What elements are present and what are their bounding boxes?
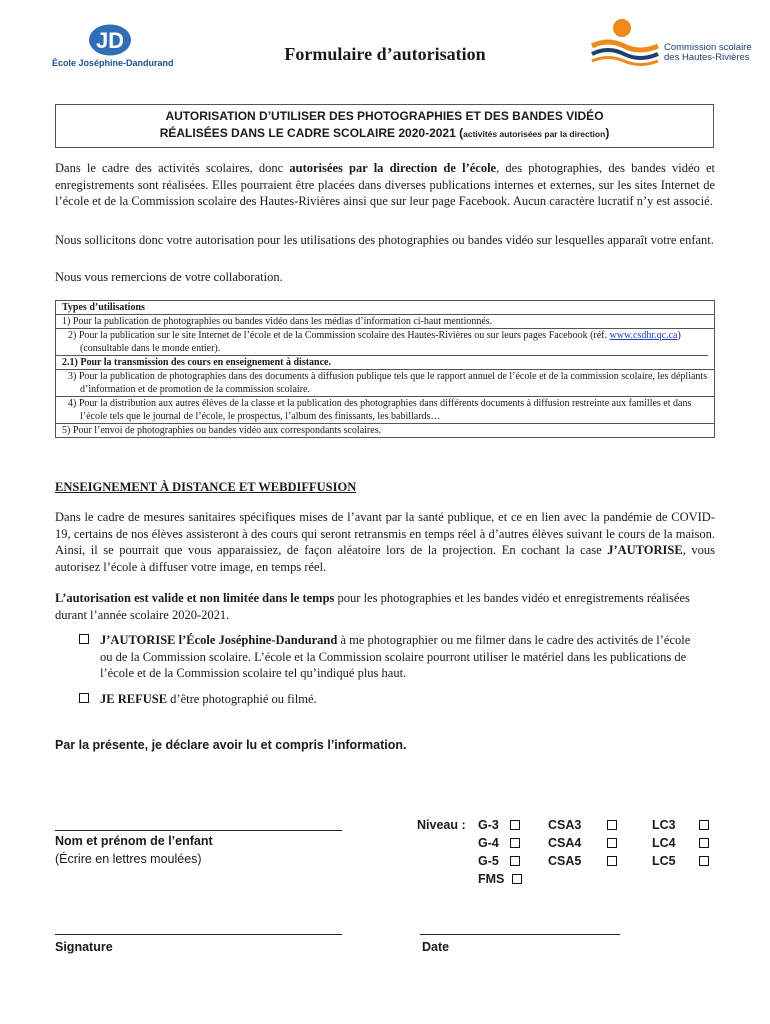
date-line[interactable] (420, 934, 620, 935)
level-checkbox[interactable] (607, 820, 617, 830)
commission-logo-text: Commission scolaire des Hautes-Rivières (664, 42, 752, 63)
table-row: 1) Pour la publication de photographies ou bandes vidéo dans les médias d’information ci-haut mentionnés. (56, 315, 715, 329)
table-row: 4) Pour la distribution aux autres élèves de la classe et la publication des photographies dans différents documents à diffusion restreinte aux familles et dans l’école tels que le journal de l’école, le prospectus, l’album des finissants, les babillards… (56, 397, 715, 424)
request-paragraph: Nous sollicitons donc votre autorisation pour les utilisations des photographies ou bandes vidéo sur lesquelles apparaît votre enfant. (55, 233, 714, 247)
child-name-line[interactable] (55, 830, 342, 831)
date-label: Date (422, 940, 450, 954)
table-header: Types d’utilisations (56, 301, 715, 315)
level-checkbox[interactable] (699, 856, 709, 866)
distance-paragraph: Dans le cadre de mesures sanitaires spécifiques mises de l’avant par la santé publique, et ce en lien avec la pandémie de COVID-19, certains de nos élèves assisteront à des cours qui seront retransmis en temps réel à d’autres élèves suivant le cours de la maison. Ainsi, il se pourrait que vous apparaissiez, de façon aléatoire lors de la projection. En cochant la case J’AUTORISE, vous autorisez l’école à diffuser votre image, en temps réel. (55, 510, 715, 574)
level-option: FMS (478, 870, 522, 888)
niveau-label: Niveau : (417, 818, 466, 832)
level-checkbox[interactable] (607, 838, 617, 848)
child-name-label: Nom et prénom de l’enfant (55, 834, 213, 848)
table-row: 2) Pour la publication sur le site Internet de l’école et de la Commission scolaire des Hautes-Rivières ou sur leurs pages Facebook (réf. www.csdhr.qc.ca) (consultable dans le monde entier). 2.1) Pour la transmission des cours en enseignement à distance. (56, 329, 715, 370)
commission-logo-mark (588, 16, 662, 66)
commission-logo (588, 16, 752, 72)
level-checkbox[interactable] (510, 838, 520, 848)
declaration-text: Par la présente, je déclare avoir lu et compris l’information. (55, 738, 407, 752)
level-option: G-3 (478, 816, 522, 834)
level-checkbox[interactable] (699, 820, 709, 830)
level-option: CSA3 (548, 816, 617, 834)
authorize-checkbox[interactable] (79, 634, 89, 644)
level-option: LC3 (652, 816, 709, 834)
table-row: 3) Pour la publication de photographies dans des documents à diffusion publique tels que le rapport annuel de l’école et de la commission scolaire, les dépliants d’information et de promotion de la commission scolaire. (56, 370, 715, 397)
authorization-title-box (55, 104, 714, 148)
intro-paragraph: Dans le cadre des activités scolaires, donc autorisées par la direction de l’école, des photographies, des bandes vidéo et enregistrements sont réalisées. Elles pourraient être placées dans diverses publications internes et externes, sur les sites Internet de l’école et de la Commission scolaire des Hautes-Rivières ainsi que sur leur page Facebook. Aucun caractère lucratif n’y est associé. (55, 161, 715, 208)
level-option: LC4 (652, 834, 709, 852)
child-name-hint: (Écrire en lettres moulées) (55, 852, 202, 866)
level-checkbox[interactable] (510, 820, 520, 830)
refuse-checkbox[interactable] (79, 693, 89, 703)
level-option: G-5 (478, 852, 522, 870)
csdhr-link[interactable]: www.csdhr.qc.ca (609, 330, 678, 341)
level-option: LC5 (652, 852, 709, 870)
svg-text:JD: JD (95, 28, 125, 53)
title-line1: AUTORISATION D’UTILISER DES PHOTOGRAPHIES ET DES BANDES VIDÉO (165, 109, 604, 123)
levels-column-2 (548, 816, 617, 870)
refuse-option: JE REFUSE d’être photographié ou filmé. (82, 691, 702, 708)
level-checkbox[interactable] (699, 838, 709, 848)
level-option: CSA5 (548, 852, 617, 870)
school-logo-text: École Joséphine-Dandurand (52, 58, 174, 68)
levels-column-1 (478, 816, 522, 888)
levels-column-3 (652, 816, 709, 870)
signature-label: Signature (55, 940, 113, 954)
page-title: Formulaire d’autorisation (284, 44, 486, 64)
level-checkbox[interactable] (512, 874, 522, 884)
table-row: 5) Pour l’envoi de photographies ou bandes vidéo aux correspondants scolaires. (56, 424, 715, 438)
signature-line[interactable] (55, 934, 342, 935)
authorize-option: J’AUTORISE l’École Joséphine-Dandurand à me photographier ou me filmer dans le cadre des activités de l’école ou de la Commission scolaire. L’école et la Commission scolaire pourront utiliser le matériel dans les publications de l’école et de la Commission scolaire tel qu’indiqué plus haut. (82, 632, 702, 682)
level-option: CSA4 (548, 834, 617, 852)
level-checkbox[interactable] (607, 856, 617, 866)
thanks-paragraph: Nous vous remercions de votre collaboration. (55, 270, 283, 284)
validity-paragraph: L’autorisation est valide et non limitée dans le temps pour les photographies et les bandes vidéo et enregistrements réalisées durant l’année scolaire 2020-2021. (55, 591, 690, 622)
level-checkbox[interactable] (510, 856, 520, 866)
level-option: G-4 (478, 834, 522, 852)
distance-learning-heading: ENSEIGNEMENT À DISTANCE ET WEBDIFFUSION (55, 480, 357, 494)
usage-types-table (55, 300, 715, 438)
title-line2: RÉALISÉES DANS LE CADRE SCOLAIRE 2020-2021 (activités autorisées par la direction) (159, 126, 610, 140)
